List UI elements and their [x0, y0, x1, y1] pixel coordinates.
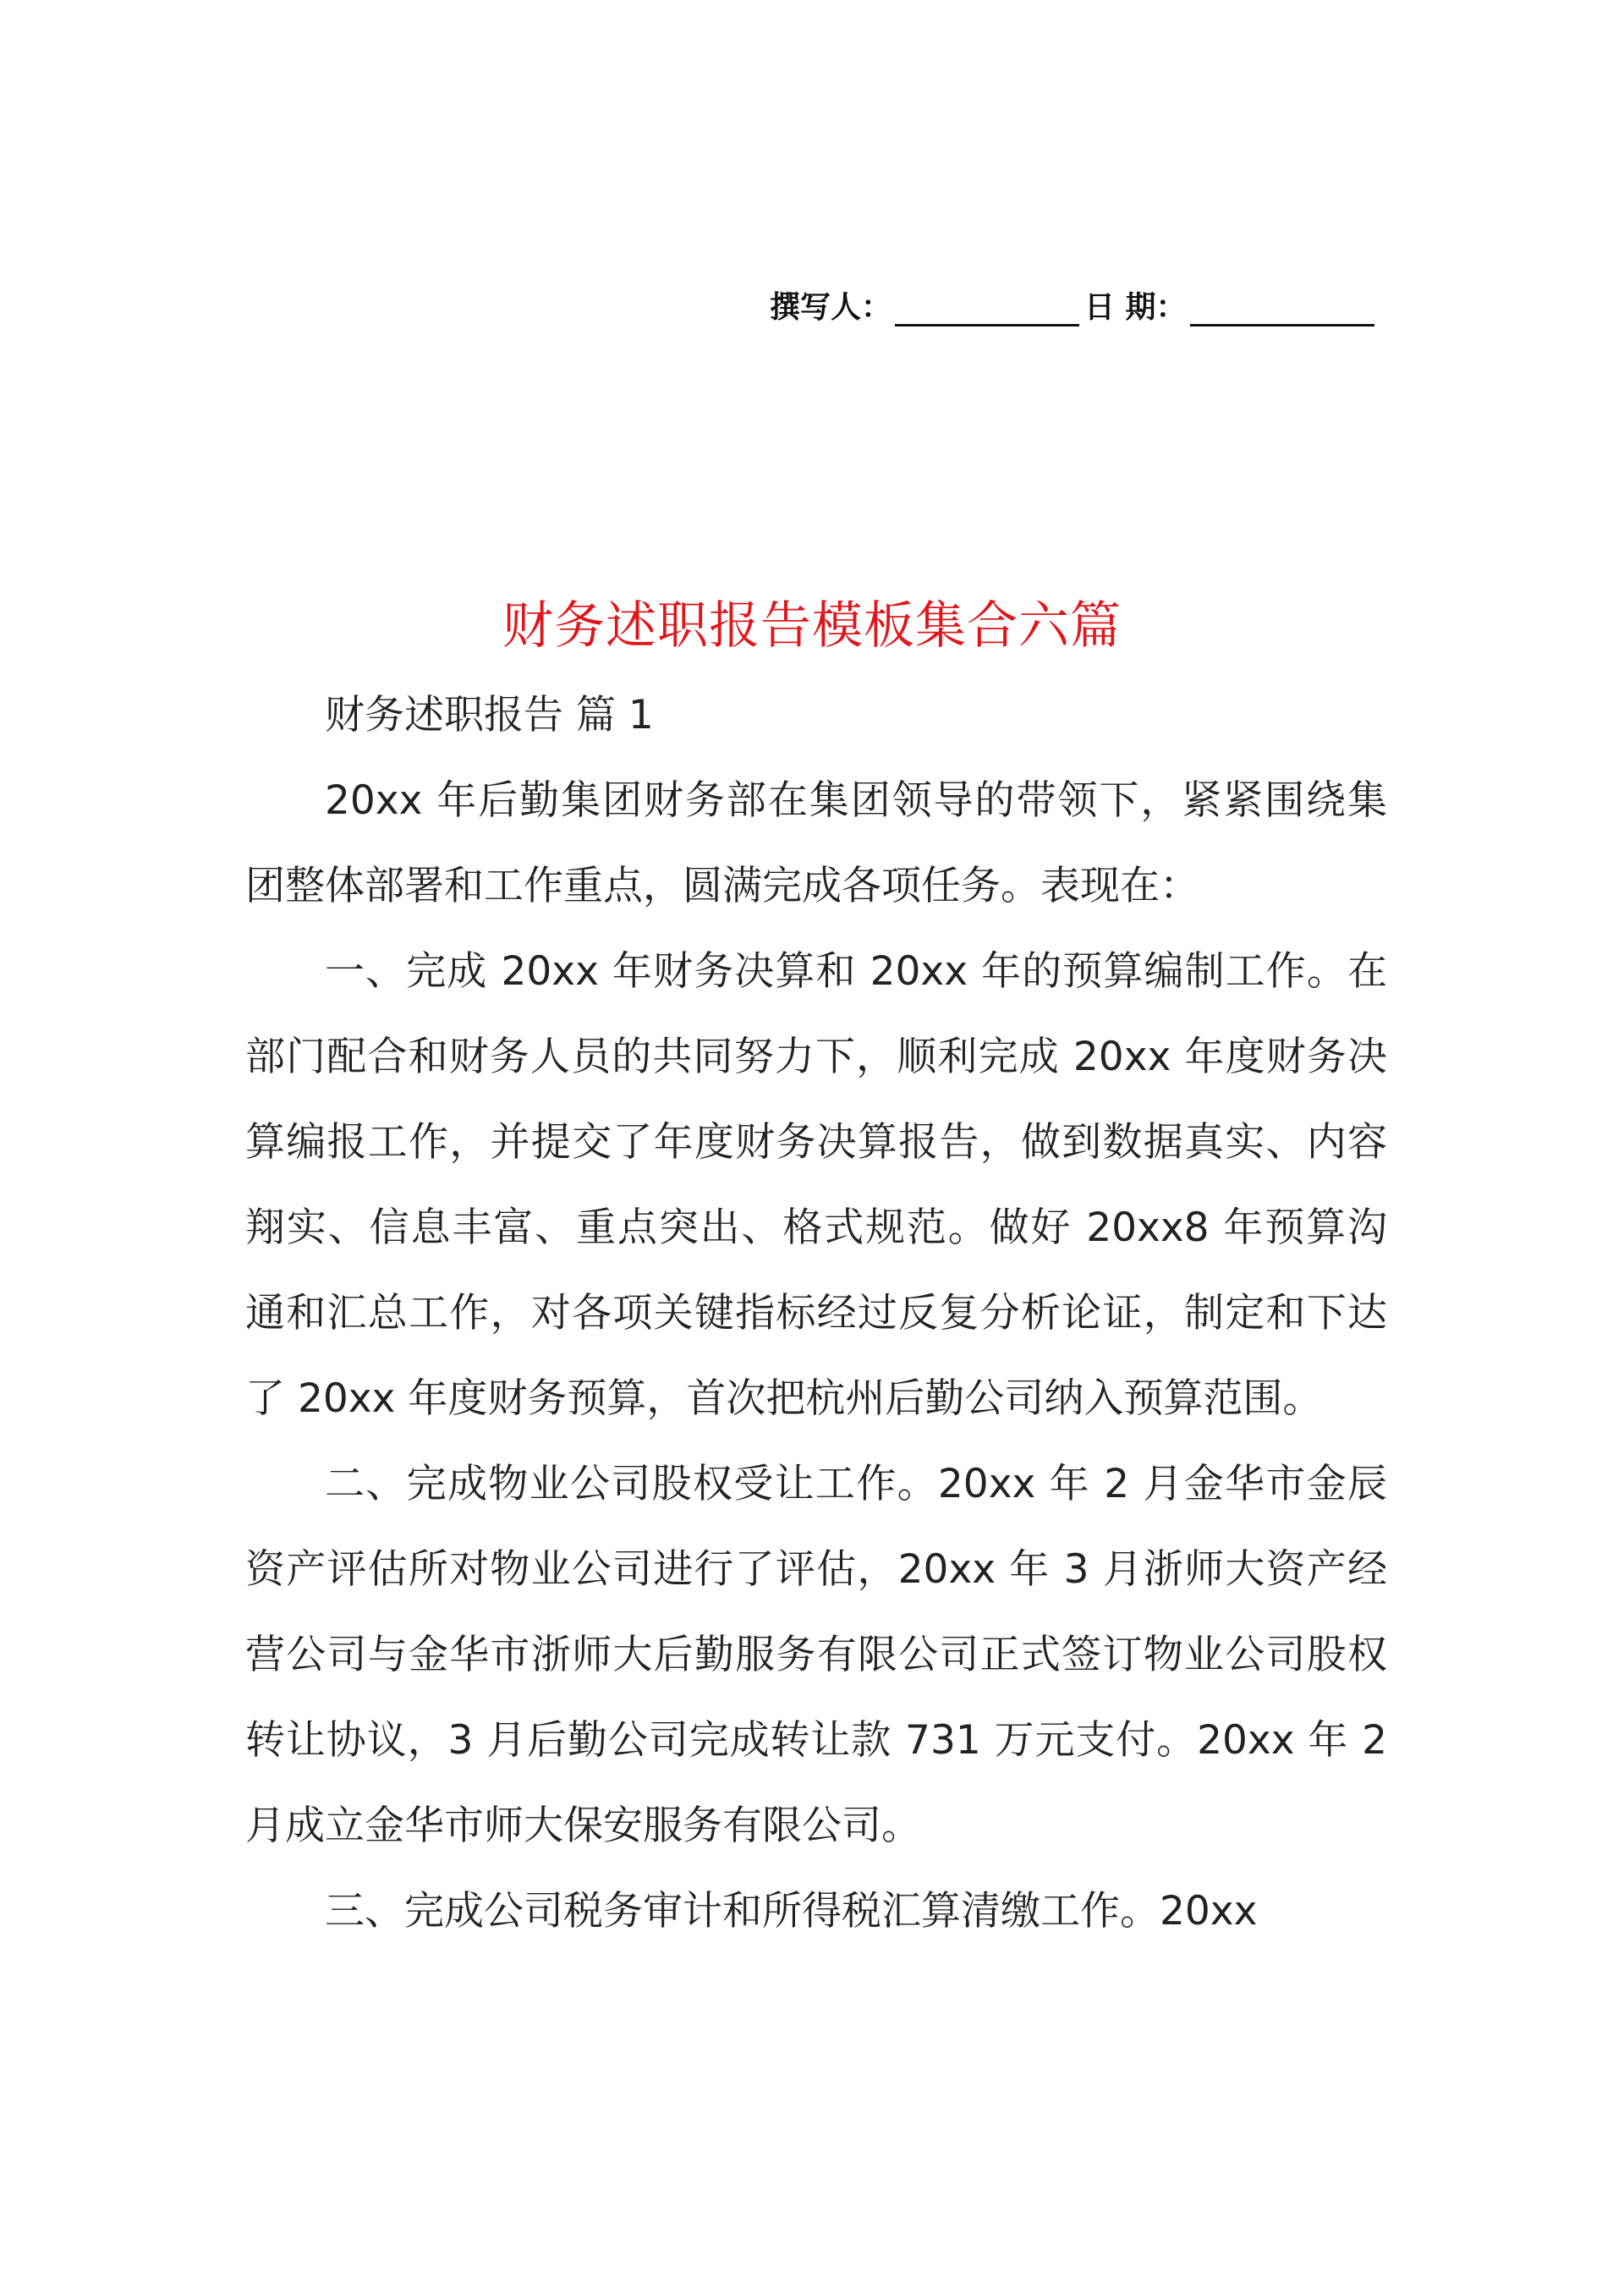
- paragraph: 一、完成 20xx 年财务决算和 20xx 年的预算编制工作。在部门配合和财务人员的共同努力下，顺利完成 20xx 年度财务决算编报工作，并提交了年度财务决算报告，做到数据真实、内容翔实、信息丰富、重点突出、格式规范。做好 20xx8 年预算沟通和汇总工作，对各项关键指标经过反复分析论证，制定和下达了 20xx 年度财务预算，首次把杭州后勤公司纳入预算范围。: [245, 948, 1387, 1422]
- author-label: 撰写人：: [770, 290, 892, 325]
- paragraph: 二、完成物业公司股权受让工作。20xx 年 2 月金华市金辰资产评估所对物业公司进行了评估，20xx 年 3 月浙师大资产经营公司与金华市浙师大后勤服务有限公司正式签订物业公司股权转让协议，3 月后勤公司完成转让款 731 万元支付。20xx 年 2 月成立金华市师大保安服务有限公司。: [245, 1461, 1387, 1849]
- document-header: [770, 279, 1387, 327]
- date-label: 日 期：: [1084, 290, 1187, 325]
- section-heading: 财务述职报告 篇 1: [325, 692, 654, 738]
- paragraph: 三、完成公司税务审计和所得税汇算清缴工作。20xx: [325, 1888, 1258, 1935]
- document-body: [245, 672, 1387, 1954]
- document-title: 财务述职报告模板集合六篇: [502, 596, 1122, 656]
- paragraph: 20xx 年后勤集团财务部在集团领导的带领下，紧紧围绕集团整体部署和工作重点，圆满完成各项任务。表现在：: [245, 777, 1387, 909]
- date-blank-field[interactable]: [1190, 290, 1374, 327]
- author-blank-field[interactable]: [895, 290, 1079, 327]
